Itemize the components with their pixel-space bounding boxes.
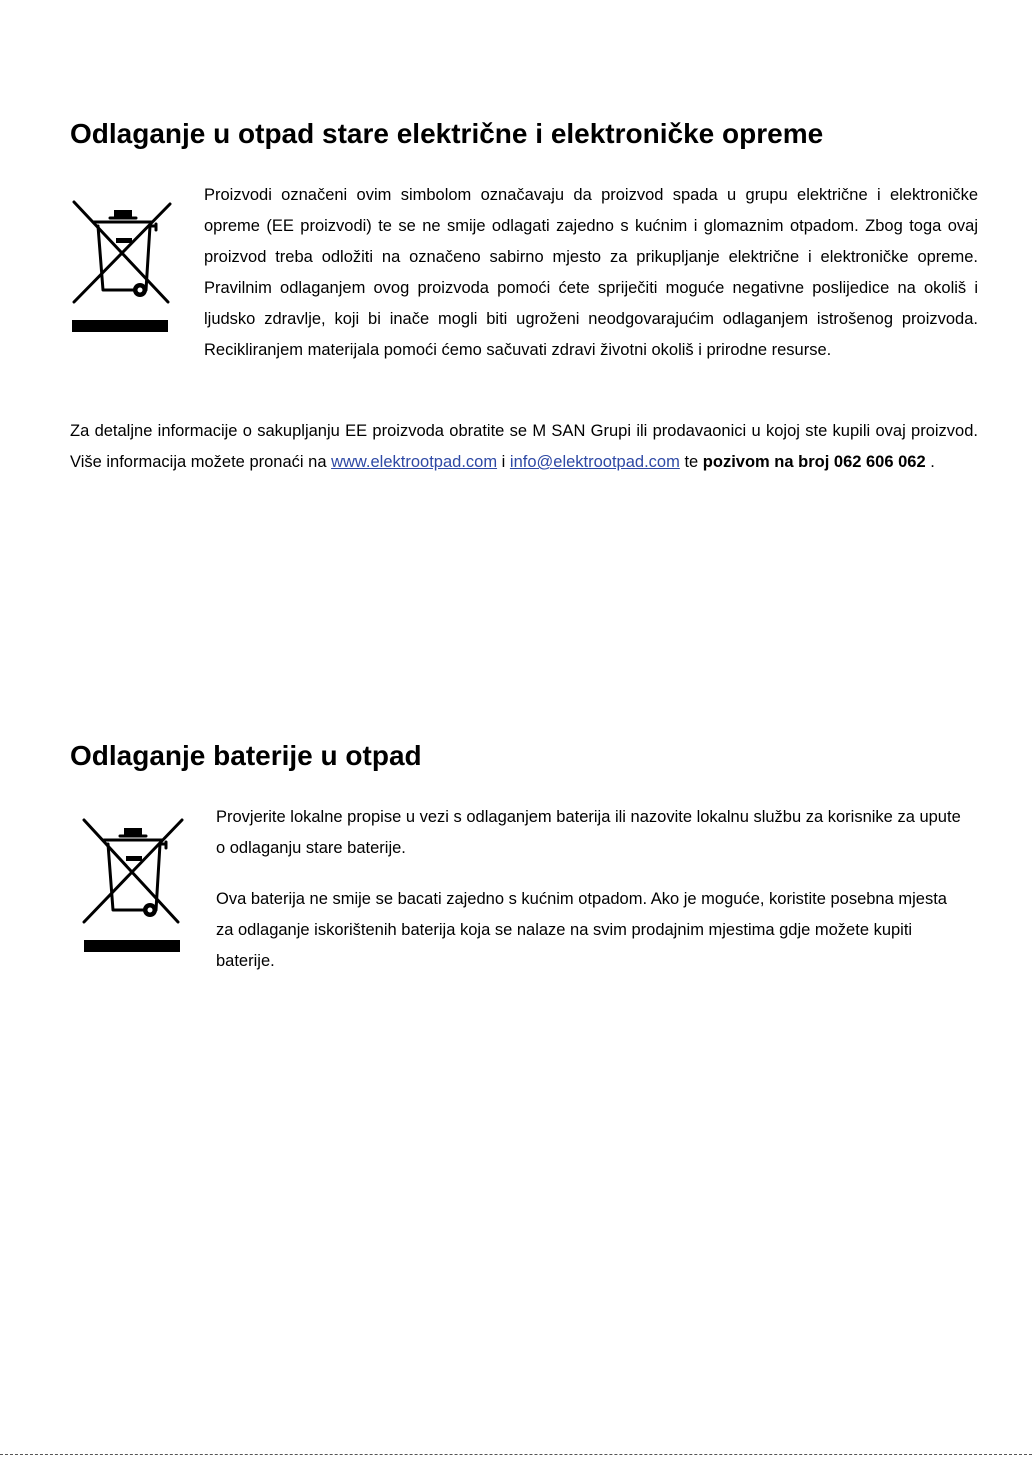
page-bottom-divider <box>0 1454 1032 1455</box>
electronic-waste-paragraph: Proizvodi označeni ovim simbolom označavaju da proizvod spada u grupu električne i elektroničke opreme (EE proizvodi) te se ne smije odlagati zajedno s kućnim i glomaznim otpadom. Zbog toga ovaj proizvod treba odložiti na označeno sabirno mjesto za prikupljanje električne i elektroničke opreme. Pravilnim odlaganjem ovog proizvoda pomoći ćete spriječiti moguće negativne poslijedice na okoliš i ljudsko zdravlje, koji bi inače mogli biti ugroženi neodgovarajućim odlaganjem istrošenog proizvoda. Recikliranjem materijala pomoći ćemo sačuvati zdravi životni okoliš i prirodne resurse. <box>204 186 978 359</box>
section-heading-battery-disposal: Odlaganje baterije u otpad <box>70 740 422 771</box>
icon-spacer <box>70 180 204 364</box>
contact-information-paragraph <box>70 416 978 478</box>
contact-text-and: i <box>497 453 510 471</box>
section-heading-electronic-waste: Odlaganje u otpad stare električne i elektroničke opreme <box>70 118 824 149</box>
electronic-waste-description <box>70 180 978 366</box>
phone-number-text: pozivom na broj 062 606 062 <box>702 453 926 471</box>
email-link[interactable]: info@elektrootpad.com <box>509 453 680 471</box>
contact-text-te: te <box>679 453 703 471</box>
website-link[interactable]: www.elektrootpad.com <box>331 453 498 471</box>
contact-text-intro: Za detaljne informacije o sakupljanju EE proizvoda obratite se M SAN Grupi ili prodavaonici u kojoj ste kupili ovaj proizvod. Više informacija možete pronaći na <box>70 422 978 471</box>
battery-disposal-paragraph: Ova baterija ne smije se bacati zajedno s kućnim otpadom. Ako je moguće, koristite posebna mjesta za odlaganje iskorištenih baterija koja se nalaze na svim prodajnim mjestima gdje možete kupiti baterije. <box>216 890 947 970</box>
battery-regulations-paragraph: Provjerite lokalne propise u vezi s odlaganjem baterija ili nazovite lokalnu službu za korisnike za upute o odlaganju stare baterije. <box>216 808 961 857</box>
contact-text-end: . <box>925 453 935 471</box>
crossed-out-wheelie-bin-icon <box>80 816 186 954</box>
